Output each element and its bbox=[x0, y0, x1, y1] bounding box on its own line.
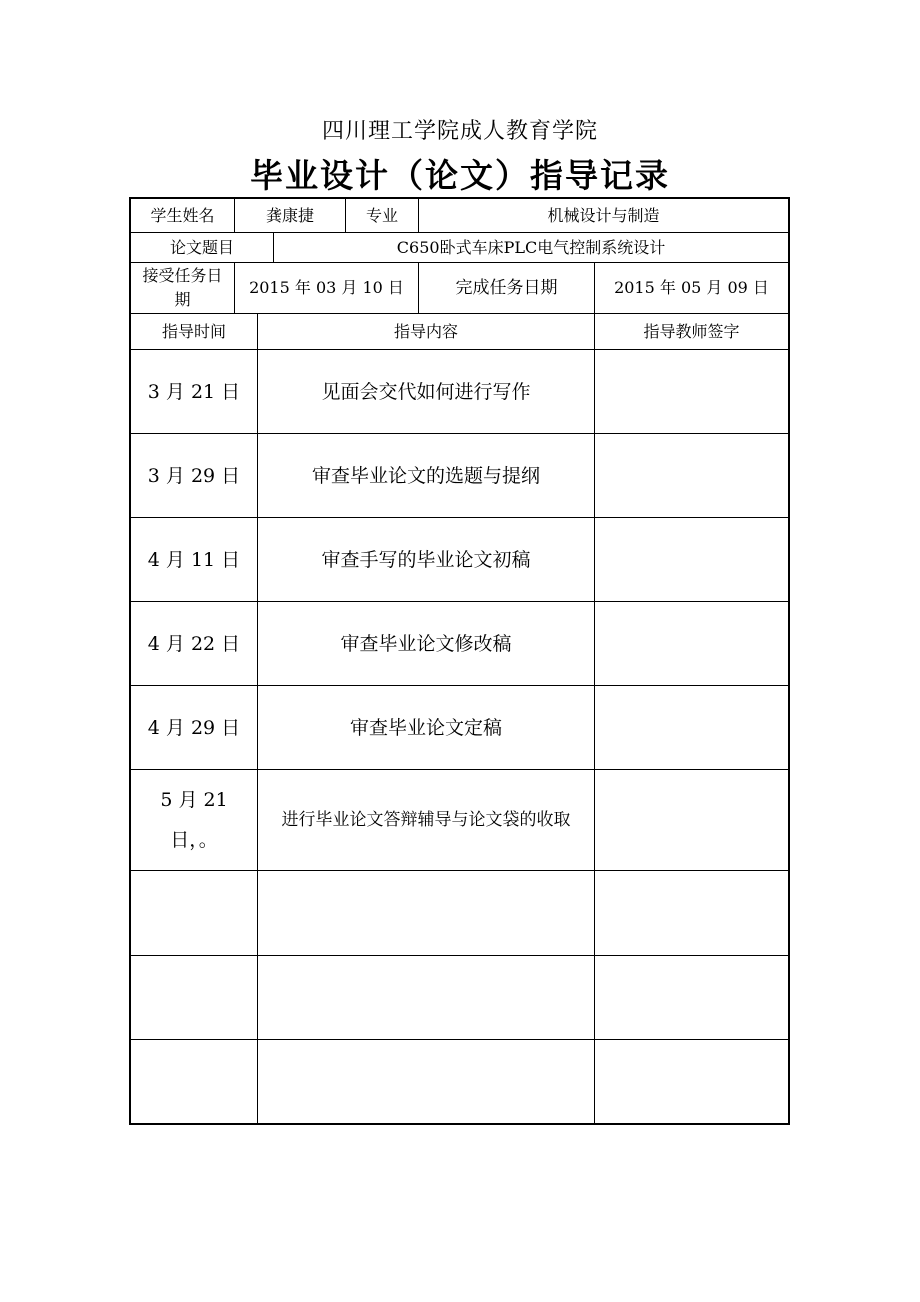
student-name-value: 龚康捷 bbox=[265, 205, 314, 225]
complete-date-label: 完成任务日期 bbox=[455, 278, 558, 298]
row-signature bbox=[595, 434, 788, 517]
row-time: 3 月 21 日 bbox=[147, 380, 241, 403]
row-content bbox=[258, 1040, 594, 1123]
row-signature bbox=[595, 350, 788, 433]
page-title: 毕业设计（论文）指导记录 bbox=[250, 156, 670, 195]
accept-date-value: 2015 年 03 月 10 日 bbox=[249, 278, 404, 297]
row-content bbox=[258, 871, 594, 955]
row-signature bbox=[595, 1040, 788, 1123]
guidance-record-table bbox=[129, 197, 790, 1125]
row-content: 审查毕业论文定稿 bbox=[349, 716, 502, 739]
row-signature bbox=[595, 602, 788, 685]
row-content: 审查毕业论文的选题与提纲 bbox=[311, 464, 540, 487]
row-time bbox=[131, 956, 257, 1039]
row-time: 4 月 22 日 bbox=[147, 632, 241, 655]
row-content: 审查毕业论文修改稿 bbox=[340, 632, 512, 655]
complete-date-value: 2015 年 05 月 09 日 bbox=[614, 278, 769, 297]
organization-name: 四川理工学院成人教育学院 bbox=[321, 119, 598, 144]
student-name-label: 学生姓名 bbox=[150, 205, 215, 225]
thesis-title-value: C650卧式车床PLC电气控制系统设计 bbox=[396, 237, 666, 257]
row-signature bbox=[595, 770, 788, 870]
row-content: 审查手写的毕业论文初稿 bbox=[321, 548, 531, 571]
accept-date-label: 接受任务日期 bbox=[142, 266, 223, 309]
row-content: 见面会交代如何进行写作 bbox=[321, 380, 531, 403]
row-time bbox=[131, 871, 257, 955]
row-signature bbox=[595, 956, 788, 1039]
major-value: 机械设计与制造 bbox=[547, 205, 660, 225]
row-signature bbox=[595, 686, 788, 769]
row-content bbox=[258, 956, 594, 1039]
row-content: 进行毕业论文答辩辅导与论文袋的收取 bbox=[281, 810, 571, 830]
major-label: 专业 bbox=[365, 205, 398, 225]
row-time: 3 月 29 日 bbox=[147, 464, 241, 487]
row-time: 5 月 21 日，。 bbox=[160, 789, 228, 851]
row-signature bbox=[595, 871, 788, 955]
header-teacher-signature: 指导教师签字 bbox=[643, 321, 740, 341]
row-signature bbox=[595, 518, 788, 601]
header-guidance-content: 指导内容 bbox=[393, 321, 458, 341]
row-time bbox=[131, 1040, 257, 1123]
header-guidance-time: 指导时间 bbox=[161, 321, 226, 341]
row-time: 4 月 29 日 bbox=[147, 716, 241, 739]
thesis-title-label: 论文题目 bbox=[169, 237, 234, 257]
row-time: 4 月 11 日 bbox=[147, 548, 241, 571]
